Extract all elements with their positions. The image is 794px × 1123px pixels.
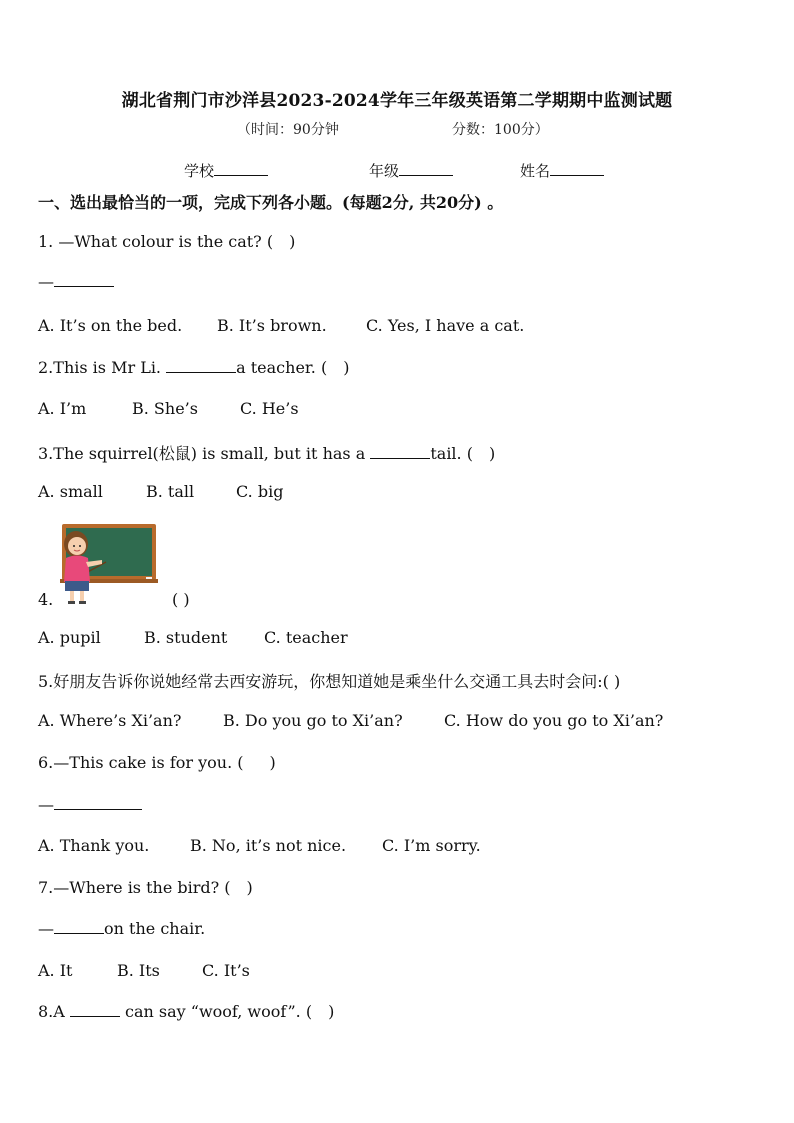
answer-blank[interactable]	[370, 444, 430, 459]
question-4-answer-paren[interactable]: ( )	[172, 590, 190, 609]
teacher-blackboard-illustration	[56, 522, 160, 608]
teacher-shirt	[64, 556, 90, 583]
q3-option-a[interactable]: A. small	[38, 482, 103, 501]
question-2-stem: 2.This is Mr Li. a teacher. ( )	[38, 358, 350, 377]
question-4-number: 4.	[38, 590, 54, 609]
teacher-skirt	[65, 581, 89, 591]
time-limit: （时间：90分钟	[237, 122, 339, 138]
q2-option-a[interactable]: A. I’m	[38, 399, 87, 418]
face	[68, 537, 86, 555]
name-field	[520, 160, 604, 181]
q7-option-c[interactable]: C. It’s	[202, 961, 250, 980]
chalk	[146, 577, 152, 579]
q7-option-a[interactable]: A. It	[38, 961, 73, 980]
q3-option-c[interactable]: C. big	[236, 482, 284, 501]
q2-option-c[interactable]: C. He’s	[240, 399, 299, 418]
answer-blank[interactable]	[166, 358, 236, 373]
q7-option-b[interactable]: B. Its	[117, 961, 160, 980]
total-score: 分数：100分）	[452, 122, 549, 138]
school-label: 学校	[184, 162, 215, 180]
q6-option-a[interactable]: A. Thank you.	[38, 836, 150, 855]
question-6-answer-line: —	[38, 795, 142, 814]
question-8-stem: 8.A can say “woof, woof”. ( )	[38, 1002, 335, 1021]
name-label: 姓名	[520, 162, 551, 180]
q5-option-b[interactable]: B. Do you go to Xi’an?	[223, 711, 403, 730]
question-7-answer-line: — on the chair.	[38, 919, 206, 938]
answer-blank[interactable]	[54, 919, 104, 934]
q4-option-b[interactable]: B. student	[144, 628, 228, 647]
q5-option-a[interactable]: A. Where’s Xi’an?	[38, 711, 182, 730]
q6-option-c[interactable]: C. I’m sorry.	[382, 836, 481, 855]
grade-blank[interactable]	[399, 161, 453, 176]
school-blank[interactable]	[214, 161, 268, 176]
section-heading: 一、选出最恰当的一项，完成下列各小题。(每题2分, 共20分) 。	[38, 193, 504, 212]
question-7-stem: 7.—Where is the bird? ( )	[38, 878, 253, 897]
school-field	[184, 160, 268, 181]
q3-option-b[interactable]: B. tall	[146, 482, 195, 501]
q2-option-b[interactable]: B. She’s	[132, 399, 198, 418]
question-6-stem: 6.—This cake is for you. ( )	[38, 753, 276, 772]
exam-title: 湖北省荆门市沙洋县2023-2024学年三年级英语第二学期期中监测试题	[121, 91, 673, 111]
question-1-answer-line: —	[38, 272, 114, 291]
q6-option-b[interactable]: B. No, it’s not nice.	[190, 836, 347, 855]
question-1-stem: 1. —What colour is the cat? ( )	[38, 232, 296, 251]
q5-option-c[interactable]: C. How do you go to Xi’an?	[444, 711, 664, 730]
grade-field	[369, 160, 453, 181]
q1-option-c[interactable]: C. Yes, I have a cat.	[366, 316, 525, 335]
q4-option-c[interactable]: C. teacher	[264, 628, 348, 647]
answer-blank[interactable]	[54, 795, 142, 810]
question-3-stem: 3.The squirrel(松鼠) is small, but it has a tail. ( )	[38, 444, 496, 463]
q1-option-a[interactable]: A. It’s on the bed.	[38, 316, 183, 335]
answer-blank[interactable]	[54, 272, 114, 287]
q4-option-a[interactable]: A. pupil	[38, 628, 101, 647]
grade-label: 年级	[369, 162, 400, 180]
q1-option-b[interactable]: B. It’s brown.	[217, 316, 327, 335]
name-blank[interactable]	[550, 161, 604, 176]
question-5-stem: 5.好朋友告诉你说她经常去西安游玩，你想知道她是乘坐什么交通工具去时会问:( )	[38, 672, 621, 691]
answer-blank[interactable]	[70, 1002, 120, 1017]
